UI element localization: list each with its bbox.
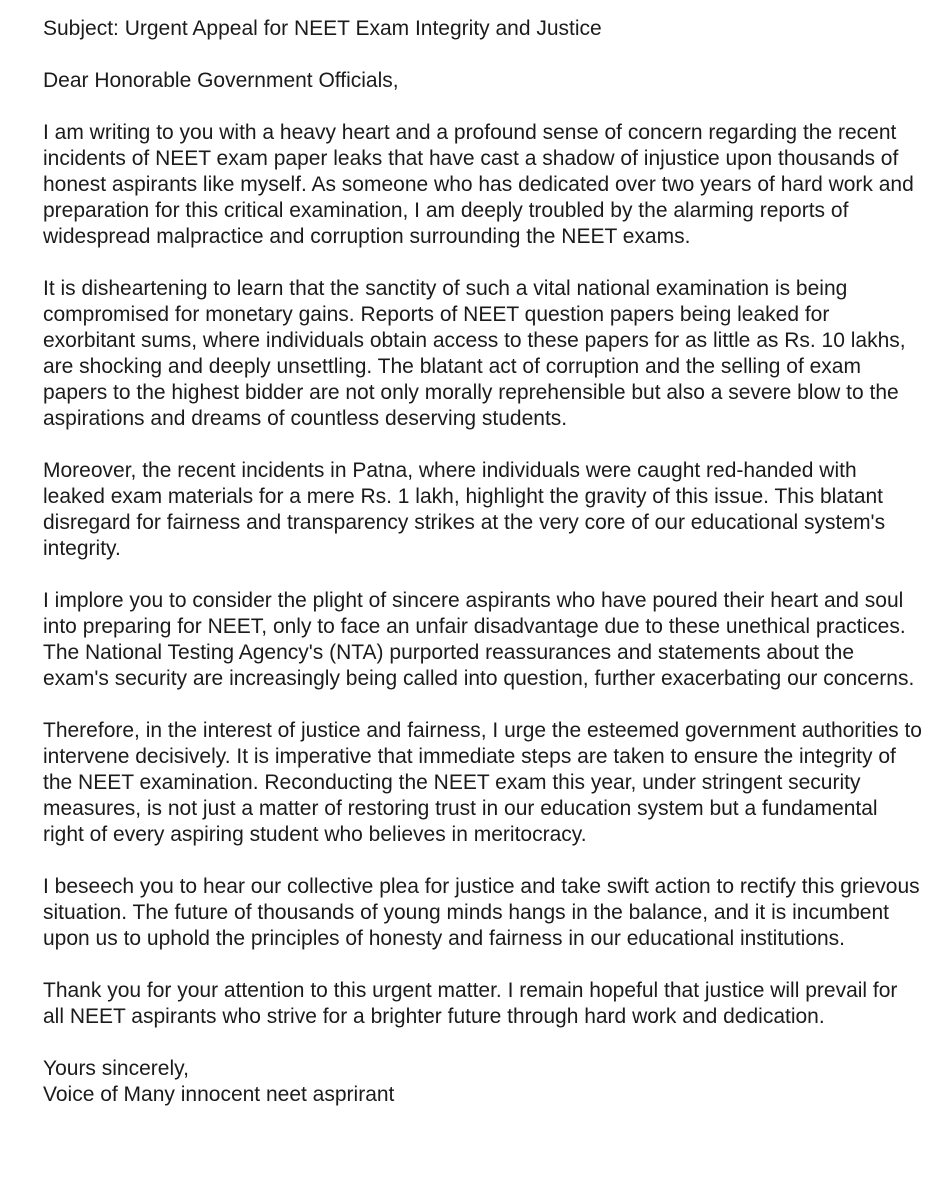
letter-document: [43, 16, 923, 1108]
letter-paragraph-3: Moreover, the recent incidents in Patna, where individuals were caught red-handed with leaked exam materials for a mere Rs. 1 lakh, highlight the gravity of this issue. This blatant disregard for fairness and transparency strikes at the very core of our educational system's integrity.: [43, 459, 886, 560]
letter-paragraph-1: I am writing to you with a heavy heart and a profound sense of concern regarding the recent incidents of NEET exam paper leaks that have cast a shadow of injustice upon thousands of honest aspirants like myself. As someone who has dedicated over two years of hard work and preparation for this critical examination, I am deeply troubled by the alarming reports of widespread malpractice and corruption surrounding the NEET exams.: [43, 121, 914, 248]
letter-paragraph-7: Thank you for your attention to this urgent matter. I remain hopeful that justice will prevail for all NEET aspirants who strive for a brighter future through hard work and dedication.: [43, 979, 898, 1028]
letter-paragraph-4: I implore you to consider the plight of sincere aspirants who have poured their heart and soul into preparing for NEET, only to face an unfair disadvantage due to these unethical practices. The National Testing Agency's (NTA) purported reassurances and statements about the exam's security are increasingly being called into question, further exacerbating our concerns.: [43, 589, 915, 690]
letter-salutation: Dear Honorable Government Officials,: [43, 69, 399, 92]
letter-closing: Yours sincerely,: [43, 1057, 189, 1080]
letter-paragraph-6: I beseech you to hear our collective plea for justice and take swift action to rectify this grievous situation. The future of thousands of young minds hangs in the balance, and it is incumbent upon us to uphold the principles of honesty and fairness in our educational institutions.: [43, 875, 920, 950]
letter-paragraph-2: It is disheartening to learn that the sanctity of such a vital national examination is being compromised for monetary gains. Reports of NEET question papers being leaked for exorbitant sums, where individuals obtain access to these papers for as little as Rs. 10 lakhs, are shocking and deeply unsettling. The blatant act of corruption and the selling of exam papers to the highest bidder are not only morally reprehensible but also a severe blow to the aspirations and dreams of countless deserving students.: [43, 277, 906, 430]
letter-subject: Subject: Urgent Appeal for NEET Exam Integrity and Justice: [43, 17, 602, 40]
letter-signature: Voice of Many innocent neet asprirant: [43, 1083, 395, 1106]
letter-paragraph-5: Therefore, in the interest of justice and fairness, I urge the esteemed government authorities to intervene decisively. It is imperative that immediate steps are taken to ensure the integrity of the NEET examination. Reconducting the NEET exam this year, under stringent security measures, is not just a matter of restoring trust in our education system but a fundamental right of every aspiring student who believes in meritocracy.: [43, 719, 922, 846]
